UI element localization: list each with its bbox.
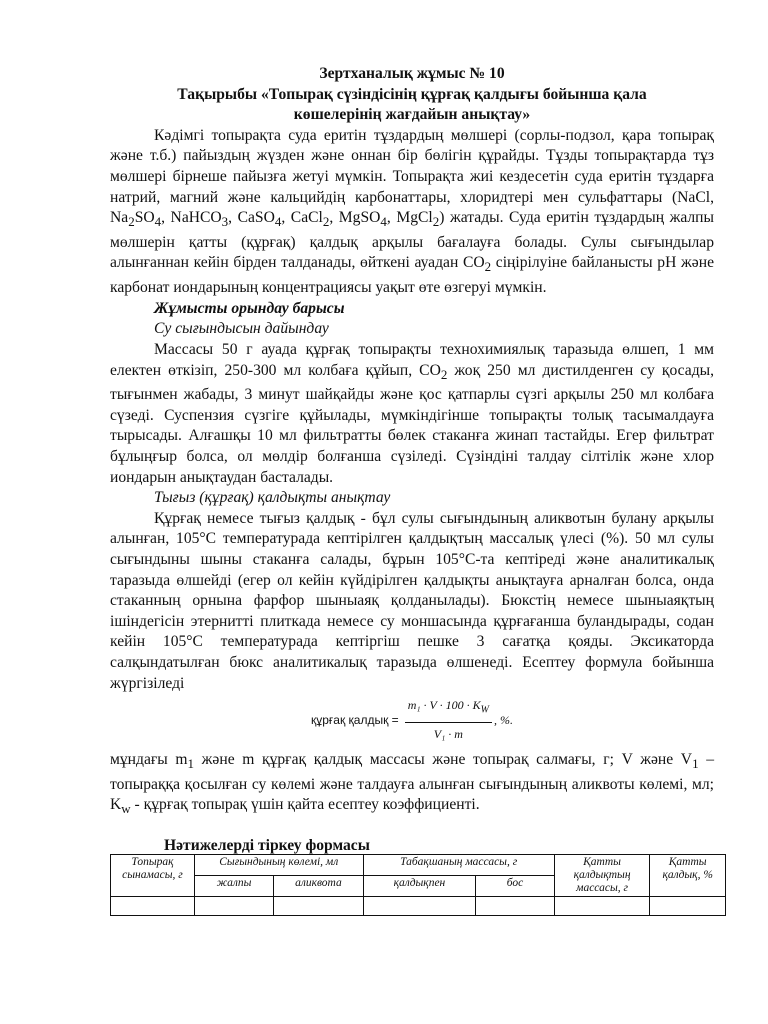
formula-numerator: $m_1 \cdot V \cdot 100 \cdot K_W$ <box>405 695 492 723</box>
formula-lhs: құрғақ қалдық = <box>310 712 399 727</box>
topic-line-1: Тақырыбы «Топырақ сүзіндісінің құрғақ қалдығы бойынша қала <box>177 85 647 103</box>
table-cell[interactable] <box>650 897 726 916</box>
table-cell[interactable] <box>111 897 195 916</box>
header-sample: Топырақ сынамасы, г <box>111 855 195 897</box>
header-with-residue: қалдықпен <box>363 876 476 897</box>
table-cell[interactable] <box>274 897 363 916</box>
table-cell[interactable] <box>194 897 273 916</box>
legend-paragraph: мұндағы $m_1$ және m құрғақ қалдық массасы және топырақ салмағы, г; V және $V_1$ – топыраққа қосылған су көлемі және талдауға алынған сығындының аликвоты көлемі, мл; $K_w$ - құрғақ топырақ үшін қайта есептеу коэффициенті. <box>110 751 714 817</box>
section-heading: Жұмысты орындау барысы <box>154 299 345 317</box>
subsection-heading-extract: Су сығындысын дайындау <box>154 320 329 338</box>
results-form-table <box>110 854 726 916</box>
residue-paragraph: Құрғақ немесе тығыз қалдық - бұл сулы сығындының аликвотын булану арқылы алынған, 105°С температурада кептірілген қалдықтың массалық үлесі (%). 50 мл сулы сығындыны шыны стаканға салады, бұрын 105°С-та кептіреді және аналитикалық таразыда өлшейді (егер ол кейін күйдірілген қалдықты анықтауға арналған болса, онда стаканның орнына фарфор шыныаяқ қолданылады). Бюкстің немесе шыныаяқтың ішіндегісін этернитті плиткада немесе су моншасында құрғағанша буландырады, содан кейін 105°С температурада кептіргіш пешке 3 сағатқа қояды. Эксикаторда салқындатылған бюкс аналитикалық таразыда өлшенеді. Есептеу формула бойынша жүргізіледі <box>110 509 714 692</box>
table-cell[interactable] <box>363 897 476 916</box>
form-title: Нәтижелерді тіркеу формасы <box>164 837 370 855</box>
table-row <box>111 897 726 916</box>
header-total: жалпы <box>194 876 273 897</box>
formula-fraction <box>405 695 492 745</box>
extract-paragraph: Массасы 50 г ауада құрғақ топырақты технохимиялық таразыда өлшеп, 1 мм електен өткізіп, 250-300 мл колбаға құйып, $CO_2$ жоқ 250 мл дистилденген су қосады, тығынмен жабады, 3 минут шайқайды және қос қатпарлы сүзгі арқылы 250 мл колбаға сүзеді. Суспензия сүзгіге құйылады, мүмкіндігінше топырақты толық тасымалдауға тырысады. Алғашқы 10 мл фильтратты бөлек стаканға жинап тастайды. Егер фильтрат бұлыңғыр болса, ол мөлдір болғанша сүзіледі. Сүзіндіні талдау сілтілік және хлор иондарын анықтаудан басталады. <box>110 340 715 486</box>
lab-title: Зертханалық жұмыс № 10 <box>319 65 505 82</box>
table-cell[interactable] <box>476 897 555 916</box>
header-solid-mass: Қатты қалдықтың массасы, г <box>554 855 650 897</box>
subsection-heading-residue: Тығыз (құрғақ) қалдықты анықтау <box>154 489 391 507</box>
formula-denominator: V₁ · m <box>433 727 463 742</box>
topic-line-2: көшелерінің жағдайын анықтау» <box>293 106 531 124</box>
formula-tail: , %. <box>494 712 513 727</box>
header-empty: бос <box>476 876 555 897</box>
table-cell[interactable] <box>554 897 650 916</box>
formula <box>110 696 714 744</box>
intro-paragraph: Кәдімгі топырақта суда еритін тұздардың мөлшері (сорлы-подзол, қара топырақ және т.б.) пайыздың жүзден және оннан бір бөлігін құрайды. Тұзды топырақтарда тұз мөлшері бірнеше пайызға жетуі мүмкін. Топырақта жиі кездесетін суда еритін тұздарға натрий, магний және кальцийдің карбонаттары, хлоридтері мен сульфаттары (NaCl, $Na_2SO_4$, NaHCO$_3$, CaSO$_4$, CaCl$_2$, MgSO$_4$, MgCl$_2$) жатады. Суда еритін тұздардың жалпы мөлшерін қатты (құрғақ) қалдық арқылы бағалауға болады. Сулы сығындылар алынғаннан кейін бірден талданады, өйткені ауадан $CO_2$ сіңірілуіне байланысты pH және карбонат иондарының концентрациясы уақыт өте өзгеруі мүмкін. <box>110 126 715 297</box>
header-dish-mass: Табақшаның массасы, г <box>363 855 554 876</box>
header-aliquot: аликвота <box>274 876 363 897</box>
header-extract-volume: Сығындының көлемі, мл <box>194 855 363 876</box>
document-page <box>110 64 714 857</box>
header-solid-percent: Қатты қалдық, % <box>650 855 726 897</box>
